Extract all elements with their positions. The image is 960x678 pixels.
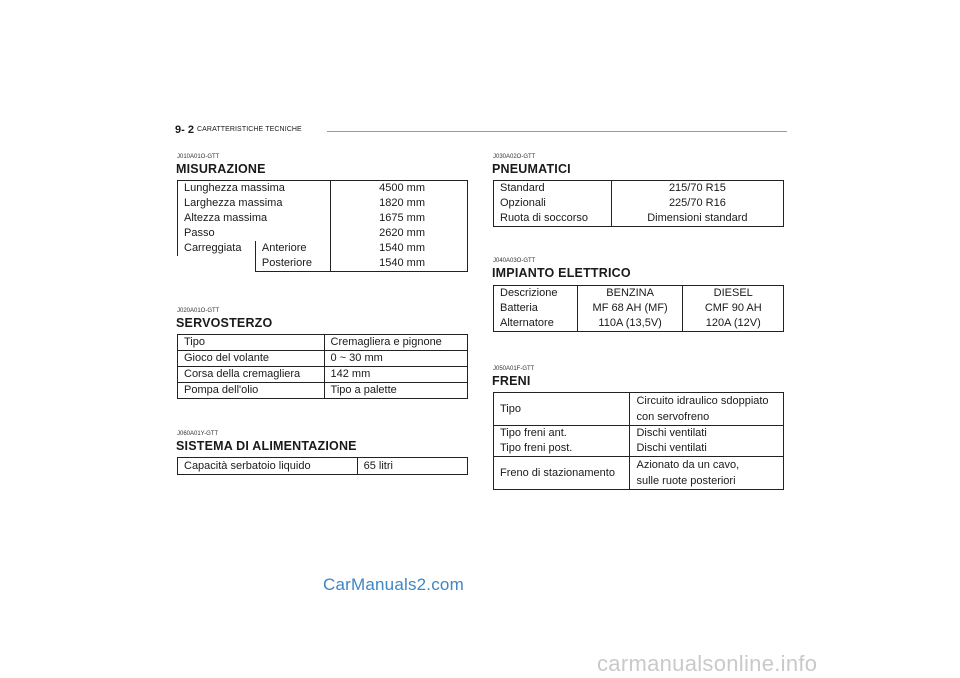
row-label: Altezza massima <box>178 211 331 226</box>
row-label: Tipo <box>494 393 630 426</box>
table-row <box>178 351 468 367</box>
header-descrizione: Descrizione <box>494 286 578 302</box>
table-row <box>178 226 468 241</box>
row-label: Tipo <box>178 335 325 351</box>
pneumatici-code: J030A02O-GTT <box>493 154 536 160</box>
row-label: Ruota di soccorso <box>494 211 612 227</box>
row-value: 215/70 R15 <box>611 181 783 197</box>
row-label: Tipo freni ant. <box>494 426 630 442</box>
table-row <box>178 211 468 226</box>
row-value: 1675 mm <box>330 211 467 226</box>
table-row <box>178 196 468 211</box>
row-diesel: CMF 90 AH <box>683 301 784 316</box>
misurazione-code: J010A01O-GTT <box>177 154 220 160</box>
row-label: Alternatore <box>494 316 578 332</box>
row-value: 2620 mm <box>330 226 467 241</box>
servosterzo-table <box>177 334 468 399</box>
header-benzina: BENZINA <box>577 286 683 302</box>
table-row <box>494 181 784 197</box>
elettrico-title: IMPIANTO ELETTRICO <box>492 266 631 280</box>
misurazione-table <box>177 180 468 272</box>
row-label: Standard <box>494 181 612 197</box>
alimentazione-code: J060A01Y-GTT <box>177 431 219 437</box>
row-label: Lunghezza massima <box>178 181 331 197</box>
row-value-line: Azionato da un cavo, <box>636 459 740 471</box>
table-row <box>178 335 468 351</box>
carmanuals-watermark[interactable]: CarManuals2.com <box>323 575 464 594</box>
table-row <box>494 457 784 490</box>
carreggiata-front-value: 1540 mm <box>330 241 467 256</box>
carreggiata-rear-value: 1540 mm <box>330 256 467 272</box>
row-value: Cremagliera e pignone <box>324 335 467 351</box>
row-value: Dischi ventilati <box>630 441 784 457</box>
row-value: Tipo a palette <box>324 383 467 399</box>
row-label: Passo <box>178 226 331 241</box>
row-value: 1820 mm <box>330 196 467 211</box>
elettrico-table <box>493 285 784 332</box>
row-value: Dischi ventilati <box>630 426 784 442</box>
carmanualsonline-watermark[interactable]: carmanualsonline.info <box>597 651 818 676</box>
row-value <box>630 457 784 490</box>
freni-code: J050A01F-GTT <box>493 366 535 372</box>
servosterzo-code: J020A01O-GTT <box>177 308 220 314</box>
header-rule <box>327 131 787 132</box>
table-row <box>178 181 468 197</box>
elettrico-code: J040A03O-GTT <box>493 258 536 264</box>
pneumatici-table <box>493 180 784 227</box>
row-label: Opzionali <box>494 196 612 211</box>
row-diesel: 120A (12V) <box>683 316 784 332</box>
row-value: Dimensioni standard <box>611 211 783 227</box>
header-diesel: DIESEL <box>683 286 784 302</box>
table-row <box>494 211 784 227</box>
alimentazione-table <box>177 457 468 475</box>
servosterzo-title: SERVOSTERZO <box>176 316 273 330</box>
table-row <box>494 196 784 211</box>
row-value-line: Circuito idraulico sdoppiato <box>636 395 769 407</box>
table-row <box>494 286 784 302</box>
row-value: 142 mm <box>324 367 467 383</box>
row-label: Freno di stazionamento <box>494 457 630 490</box>
table-row <box>494 426 784 442</box>
carreggiata-front-label: Anteriore <box>255 241 330 256</box>
carreggiata-label: Carreggiata <box>178 241 256 256</box>
row-benzina: MF 68 AH (MF) <box>577 301 683 316</box>
row-label: Tipo freni post. <box>494 441 630 457</box>
freni-title: FRENI <box>492 374 531 388</box>
row-label: Larghezza massima <box>178 196 331 211</box>
table-row <box>178 383 468 399</box>
row-value: 65 litri <box>357 458 467 475</box>
row-label: Corsa della cremagliera <box>178 367 325 383</box>
row-benzina: 110A (13,5V) <box>577 316 683 332</box>
table-row <box>178 256 468 272</box>
table-row <box>178 241 468 256</box>
table-row <box>178 367 468 383</box>
table-row <box>494 316 784 332</box>
alimentazione-title: SISTEMA DI ALIMENTAZIONE <box>176 439 357 453</box>
row-label: Capacità serbatoio liquido <box>178 458 358 475</box>
table-row <box>494 441 784 457</box>
row-value-line: sulle ruote posteriori <box>636 475 736 487</box>
carreggiata-rear-label: Posteriore <box>255 256 330 272</box>
table-row <box>494 393 784 426</box>
row-label: Batteria <box>494 301 578 316</box>
row-value-line: con servofreno <box>636 411 710 423</box>
table-row <box>178 458 468 475</box>
page-header <box>175 124 787 138</box>
row-label: Gioco del volante <box>178 351 325 367</box>
table-row <box>494 301 784 316</box>
empty-cell <box>178 256 256 272</box>
misurazione-title: MISURAZIONE <box>176 162 266 176</box>
pneumatici-title: PNEUMATICI <box>492 162 571 176</box>
page-number: 9- 2 <box>175 124 194 136</box>
freni-table <box>493 392 784 490</box>
row-label: Pompa dell'olio <box>178 383 325 399</box>
row-value: 225/70 R16 <box>611 196 783 211</box>
row-value: 4500 mm <box>330 181 467 197</box>
chapter-title: CARATTERISTICHE TECNICHE <box>197 126 302 133</box>
row-value <box>630 393 784 426</box>
row-value: 0 ~ 30 mm <box>324 351 467 367</box>
